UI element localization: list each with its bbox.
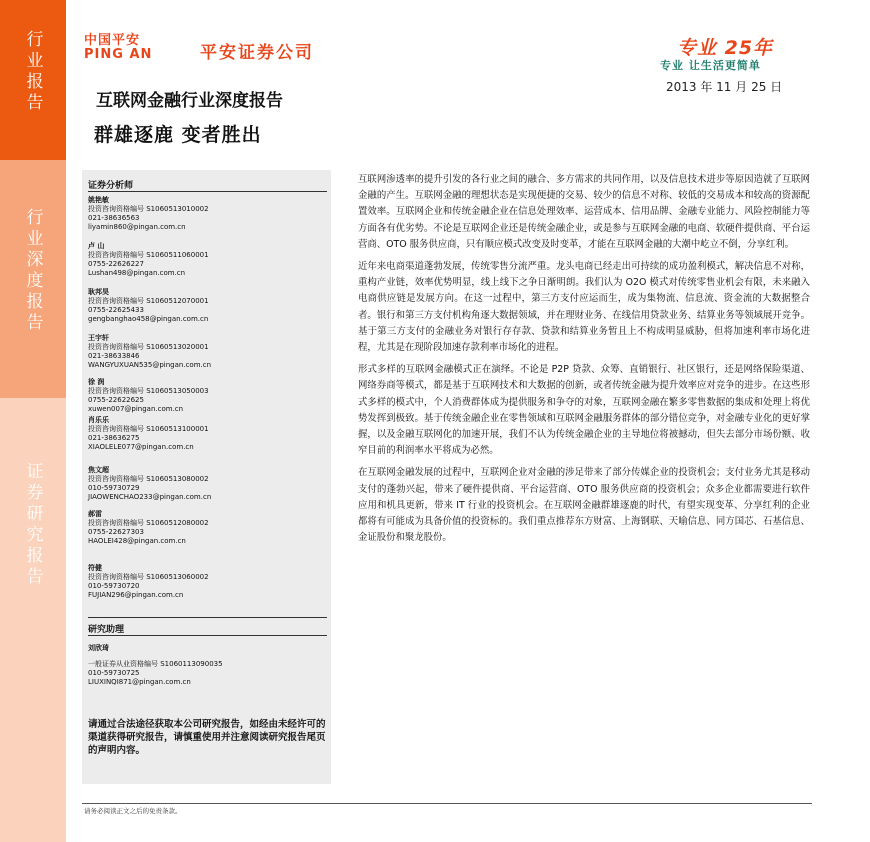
logo-cn-text: 中国平安 — [84, 33, 141, 48]
analyst-cert: 投资咨询资格编号 S1060513060002 — [88, 573, 209, 581]
footer-disclaimer: 请务必阅读正文之后的免责条款。 — [84, 807, 182, 815]
assistant-email[interactable]: LIUXINQI871@pingan.com.cn — [88, 678, 191, 686]
slogan-logo: 专业 25年 — [677, 37, 774, 59]
analyst-cert: 投资咨询资格编号 S1060513080002 — [88, 475, 209, 483]
sidebar-band-securities-research — [0, 398, 66, 842]
summary-paragraph: 互联网渗透率的提升引发的各行业之间的融合、多方需求的共同作用，以及信息技术进步等原因造就了互联网金融的产生。互联网金融的理想状态是实现便捷的交易、较少的信息不对称、较低的交易成本和较高的资源配置效率。互联网企业和传统金融企业在信息处理效率、运营成本、信用品牌、金融专业能力、风险控制能力等方面各有优劣势。不论是互联网企业还是传统金融企业，或是参与互联网金融的电商、软硬件提供商、平台运营商、OTO 服务供应商，只有顺应模式改变及时变革，才能在互联网金融的大潮中屹立不倒，分享红利。 — [358, 174, 810, 250]
analyst-name: 姚艳敏 — [88, 196, 109, 204]
analyst-email[interactable]: XIAOLELE077@pingan.com.cn — [88, 443, 194, 451]
analyst-cert: 投资咨询资格编号 S1060513020001 — [88, 343, 209, 351]
analyst-name: 徐 润 — [88, 378, 105, 386]
analyst-cert: 投资咨询资格编号 S1060513100001 — [88, 425, 209, 433]
analyst-cert: 投资咨询资格编号 S1060512070001 — [88, 297, 209, 305]
analyst-cert: 投资咨询资格编号 S1060511060001 — [88, 251, 209, 259]
footer-divider — [82, 803, 812, 804]
report-date: 2013 年 11 月 25 日 — [666, 80, 783, 94]
analyst-name: 王宇轩 — [88, 334, 109, 342]
analyst-entry — [88, 466, 211, 502]
compliance-notice: 请通过合法途径获取本公司研究报告，如经由未经许可的渠道获得研究报告，请慎重使用并注意阅读研究报告尾页的声明内容。 — [88, 719, 326, 756]
analyst-email[interactable]: HAOLEI428@pingan.com.cn — [88, 537, 186, 545]
assistant-entry — [88, 644, 223, 687]
logo-en-text: PING AN — [84, 47, 153, 62]
summary-paragraph: 形式多样的互联网金融模式正在演绎。不论是 P2P 贷款、众筹、直销银行、社区银行，还是网络保险渠道、网络券商等模式，都是基于互联网技术和大数据的创新，或者传统金融为提升效率应对竞争的进步。在这些形式多样的模式中，个人消费群体成为提供服务和争夺的对象，互联网金融在繁多零售数据的集成和处理上将优势发挥到极致。基于传统金融企业在零售领域和互联网金融服务群体的部分错位竞争，对金融专业化的更好掌握，以及金融互联网化的加速开展，我们不认为传统金融企业的主导地位将被撼动，但失去部分市场份额、收窄目前的利润率水平将成为必然。 — [358, 364, 810, 457]
slogan-text: 专业 让生活更简单 — [660, 59, 761, 72]
analyst-name: 耿邦昊 — [88, 288, 109, 296]
analyst-entry — [88, 242, 209, 278]
sidebar-label-industry-deep-report: 行业深度报告 — [22, 208, 43, 334]
analyst-email[interactable]: xuwen007@pingan.com.cn — [88, 405, 184, 413]
assistant-name: 刘欣琦 — [88, 644, 109, 652]
assistant-top-divider — [88, 617, 327, 618]
analyst-entry — [88, 288, 209, 324]
analyst-cert: 投资咨询资格编号 S1060512080002 — [88, 519, 209, 527]
analyst-email[interactable]: liyamin860@pingan.com.cn — [88, 223, 186, 231]
analyst-cert: 投资咨询资格编号 S1060513010002 — [88, 205, 209, 213]
assistant-divider — [88, 635, 327, 636]
analyst-email[interactable]: JIAOWENCHAO233@pingan.com.cn — [88, 493, 212, 501]
analyst-name: 焦文超 — [88, 466, 109, 474]
analyst-entry — [88, 416, 209, 452]
analysts-heading: 证券分析师 — [88, 181, 134, 191]
analyst-phone: 0755-22627303 — [88, 528, 144, 536]
report-subtitle: 群雄逐鹿 变者胜出 — [94, 124, 262, 146]
assistant-heading: 研究助理 — [88, 625, 125, 635]
sidebar-label-industry-report: 行业报告 — [22, 30, 43, 114]
company-name: 平安证券公司 — [200, 43, 314, 63]
pingan-logo — [84, 34, 152, 62]
analyst-entry — [88, 334, 211, 370]
analyst-phone: 0755-22626227 — [88, 260, 144, 268]
report-title: 互联网金融行业深度报告 — [96, 91, 283, 111]
summary-paragraph: 近年来电商渠道蓬勃发展，传统零售分流严重。龙头电商已经走出可持续的成功盈利模式，解决信息不对称，重构产业链，效率优势明显，线上线下之争日渐明朗。我们认为 O2O 模式对传统零售业机会有限，未来融入电商供应链是发展方向。在这一过程中，第三方支付应运而生，成为集物流、信息流、资金流的大数据整合者。银行和第三方支付机构角逐大数据领域，并在理财业务、在线信用贷款业务、结算业务等领域展开竞争。基于第三方支付的金融业务对银行存存款、贷款和结算业务暂且上不构成明显威胁，但将加速利率市场化进程，尤其是在现阶段加速存款利率市场化的进程。 — [358, 261, 810, 354]
assistant-phone: 010-59730725 — [88, 669, 140, 677]
analyst-phone: 010-59730720 — [88, 582, 140, 590]
analyst-name: 符健 — [88, 564, 102, 572]
sidebar-band-industry-report — [0, 0, 66, 160]
analyst-name: 卢 山 — [88, 242, 105, 250]
summary-body — [358, 172, 810, 552]
analyst-phone: 0755-22625433 — [88, 306, 144, 314]
sidebar-label-securities-research: 证券研究报告 — [22, 462, 43, 588]
analyst-entry — [88, 378, 209, 414]
analysts-divider — [88, 191, 327, 192]
analyst-name: 郝雷 — [88, 510, 102, 518]
analyst-entry — [88, 196, 209, 232]
analyst-phone: 010-59730729 — [88, 484, 140, 492]
sidebar-band-industry-deep-report — [0, 160, 66, 398]
analyst-email[interactable]: gengbanghao458@pingan.com.cn — [88, 315, 209, 323]
analyst-phone: 021-38633846 — [88, 352, 140, 360]
analyst-phone: 021-38636563 — [88, 214, 140, 222]
analyst-name: 肖乐乐 — [88, 416, 109, 424]
analyst-panel — [82, 170, 331, 784]
analyst-phone: 0755-22622625 — [88, 396, 144, 404]
analyst-entry — [88, 510, 209, 546]
analyst-email[interactable]: WANGYUXUAN535@pingan.com.cn — [88, 361, 212, 369]
analyst-entry — [88, 564, 209, 600]
analyst-email[interactable]: Lushan498@pingan.com.cn — [88, 269, 186, 277]
analyst-email[interactable]: FUJIAN296@pingan.com.cn — [88, 591, 184, 599]
assistant-cert: 一般证券从业资格编号 S1060113090035 — [88, 660, 223, 668]
summary-paragraph: 在互联网金融发展的过程中，互联网企业对金融的涉足带来了部分传媒企业的投资机会；支付业务尤其是移动支付的蓬勃兴起，带来了硬件提供商、平台运营商、OTO 服务供应商的投资机会；众多企业都需要进行软件应用和机具更新，带来 IT 行业的投资机会。在互联网金融群雄逐鹿的时代，有望实现变革、分享红利的企业都将有可能成为具备价值的投资标的。我们重点推荐东方财富、上海钢联、天喻信息、同方国芯、石基信息、金证股份和聚龙股份。 — [358, 467, 810, 544]
analyst-phone: 021-38636275 — [88, 434, 140, 442]
left-sidebar — [0, 0, 66, 842]
analyst-cert: 投资咨询资格编号 S1060513050003 — [88, 387, 209, 395]
